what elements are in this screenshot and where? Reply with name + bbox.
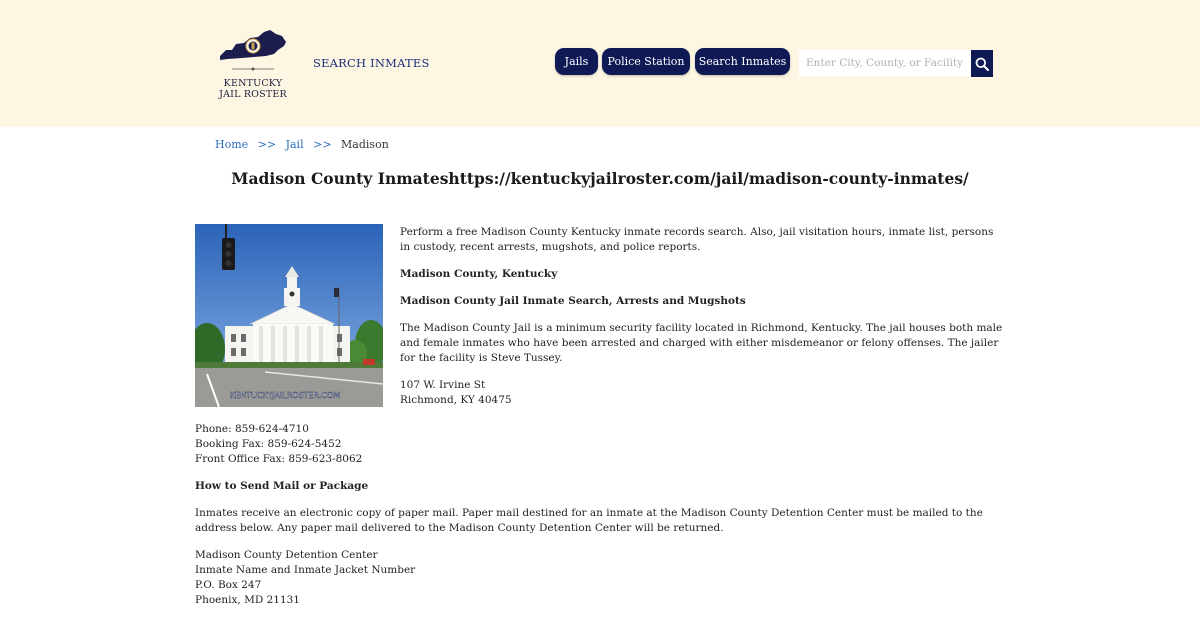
breadcrumb-current: Madison [341, 138, 389, 151]
logo-line-1: KENTUCKY [223, 78, 283, 89]
address-line-2: Richmond, KY 40475 [400, 394, 512, 406]
mail-paragraph: Inmates receive an electronic copy of paper mail. Paper mail destined for an inmate at the Madison County Detention Center must be mailed to the address below. Any paper mail delivered to the Madison County Detention Center will be returned. [195, 507, 983, 534]
search-button[interactable] [971, 50, 993, 77]
nav-search-inmates-button[interactable]: Search Inmates [695, 48, 790, 75]
breadcrumb-separator: >> [313, 138, 332, 151]
search-input[interactable] [799, 50, 971, 76]
kentucky-state-icon [214, 24, 292, 78]
content-right [400, 225, 1005, 420]
photo-watermark: KENTUCKYJAILROSTER.COM [229, 391, 341, 400]
jail-description: The Madison County Jail is a minimum security facility located in Richmond, Kentucky. The jail houses both male and female inmates who have been arrested and charged with either misdemeanor or felony offenses. The jailer for the facility is Steve Tussey. [400, 322, 1003, 364]
logo-line-2: JAIL ROSTER [219, 89, 287, 100]
content-full [195, 422, 1005, 620]
breadcrumb-home-link[interactable]: Home [215, 138, 249, 151]
page-title: Madison County Inmateshttps://kentuckyjailroster.com/jail/madison-county-inmates/ [231, 169, 969, 188]
breadcrumb [215, 138, 389, 151]
breadcrumb-separator: >> [257, 138, 277, 151]
jail-address [400, 378, 1005, 408]
mail-address-line: Madison County Detention Center [195, 549, 378, 561]
intro-paragraph: Perform a free Madison County Kentucky inmate records search. Also, jail visitation hours, inmate list, persons in custody, recent arrests, mugshots, and police reports. [400, 226, 994, 253]
breadcrumb-jail-link[interactable]: Jail [285, 138, 304, 151]
courthouse-photo [195, 224, 383, 407]
contact-info [195, 422, 1005, 467]
booking-fax: Booking Fax: 859-624-5452 [195, 438, 342, 450]
county-heading: Madison County, Kentucky [400, 268, 558, 280]
mail-address [195, 548, 1005, 608]
mail-address-line: Phoenix, MD 21131 [195, 594, 300, 606]
address-line-1: 107 W. Irvine St [400, 379, 486, 391]
search-icon [975, 57, 989, 71]
nav-police-station-button[interactable]: Police Station [602, 48, 690, 75]
logo-text [214, 78, 292, 100]
mail-heading: How to Send Mail or Package [195, 480, 369, 492]
phone-number: Phone: 859-624-4710 [195, 423, 309, 435]
site-logo[interactable] [214, 24, 292, 102]
front-office-fax: Front Office Fax: 859-623-8062 [195, 453, 363, 465]
mail-address-line: P.O. Box 247 [195, 579, 262, 591]
mail-address-line: Inmate Name and Inmate Jacket Number [195, 564, 416, 576]
nav-jails-button[interactable]: Jails [555, 48, 598, 75]
search-inmates-link[interactable]: SEARCH INMATES [313, 56, 430, 70]
site-header [0, 0, 1200, 127]
jail-search-heading: Madison County Jail Inmate Search, Arrests and Mugshots [400, 295, 746, 307]
